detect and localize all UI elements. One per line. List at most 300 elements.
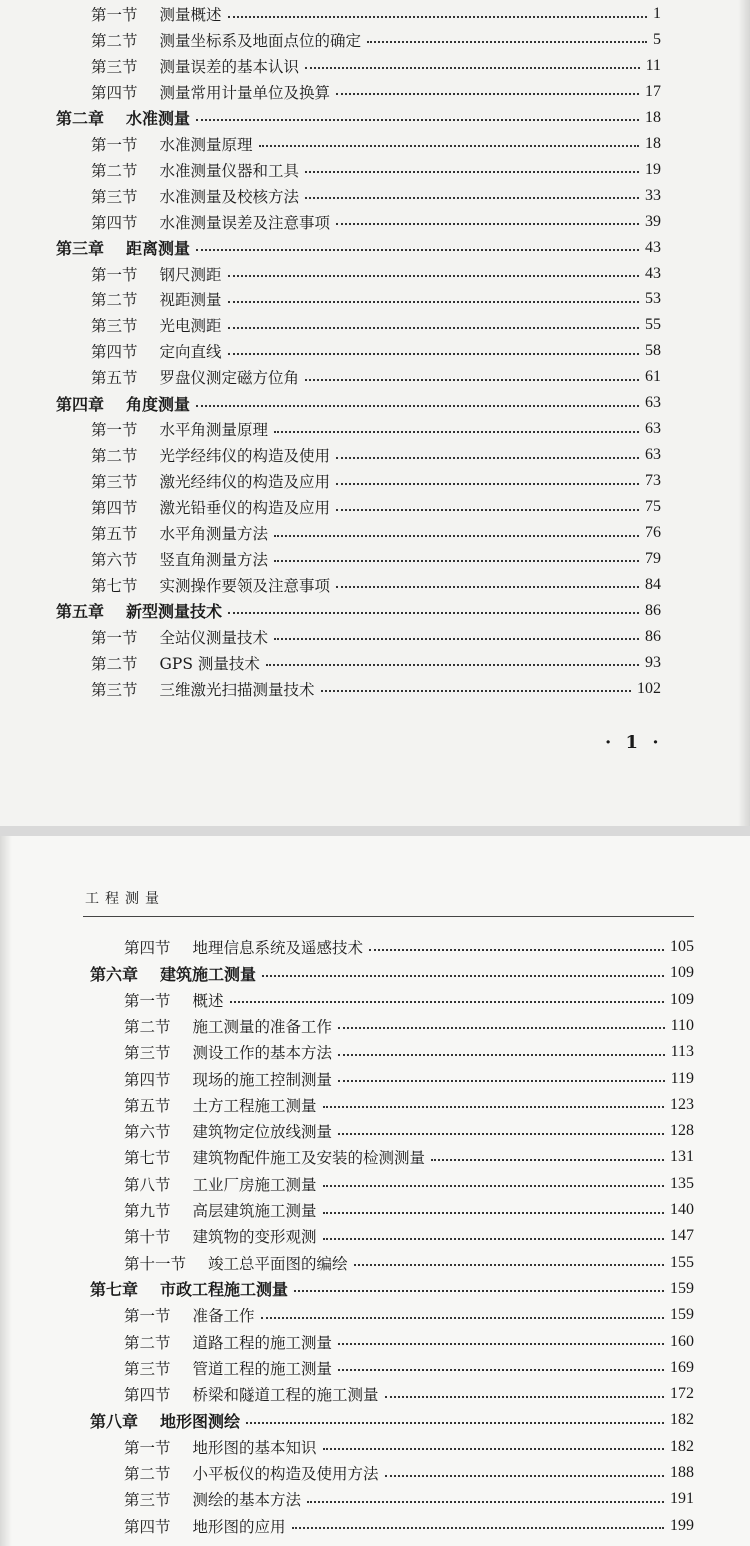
toc-section-entry	[124, 1197, 694, 1223]
section-number: 第三节	[91, 473, 138, 492]
toc-section-entry	[91, 53, 661, 79]
toc-entry-label	[124, 989, 224, 1011]
toc-section-entry	[124, 1329, 694, 1355]
toc-section-entry	[91, 312, 661, 338]
page-number: 75	[645, 498, 661, 516]
toc-entry-label	[91, 340, 222, 362]
toc-section-entry	[124, 1039, 694, 1065]
page-number: 79	[645, 549, 661, 567]
dot-leader	[259, 144, 639, 147]
section-number: 第一节	[91, 628, 138, 647]
toc-entry-label	[124, 1120, 332, 1142]
toc-entry-label	[124, 936, 363, 958]
dot-leader	[338, 1368, 664, 1371]
dot-leader	[321, 689, 631, 692]
entry-title: 水准测量及校核方法	[159, 187, 300, 206]
section-number: 第二节	[91, 291, 138, 310]
page-number: 43	[645, 264, 661, 282]
entry-title: 钢尺测距	[159, 265, 222, 284]
page-number: 18	[645, 108, 661, 126]
section-number: 第八节	[124, 1175, 171, 1194]
page-number: 86	[645, 627, 661, 645]
toc-section-entry	[124, 934, 694, 960]
page-number: 63	[645, 446, 661, 464]
section-number: 第一节	[124, 1307, 171, 1326]
toc-section-entry	[124, 1381, 694, 1407]
entry-title: 测绘的基本方法	[192, 1491, 302, 1510]
page-number: 76	[645, 524, 661, 541]
entry-title: 激光经纬仪的构造及应用	[159, 473, 331, 492]
toc-entry-label	[91, 133, 253, 155]
section-number: 第二节	[124, 1333, 171, 1352]
toc-entry-label	[91, 496, 330, 518]
section-number: 第二节	[124, 1017, 171, 1036]
toc-entry-label	[90, 1409, 240, 1432]
toc-section-entry	[124, 987, 694, 1013]
dot-leader	[336, 92, 639, 95]
page-number: 105	[670, 938, 694, 955]
toc-section-entry	[91, 520, 661, 546]
dot-leader	[196, 248, 639, 251]
entry-title: 现场的施工控制测量	[192, 1070, 333, 1089]
page-number: 182	[670, 1437, 694, 1455]
toc-section-entry	[124, 1355, 694, 1381]
toc-entry-label	[124, 1331, 332, 1353]
toc-section-entry	[91, 261, 661, 287]
page-number: 43	[645, 238, 661, 256]
entry-title: 激光铅垂仪的构造及应用	[159, 499, 331, 518]
toc-chapter-entry	[56, 105, 661, 131]
dot-leader	[228, 326, 639, 329]
dot-leader	[305, 66, 640, 69]
toc-entry-label	[91, 288, 222, 310]
page-number: 61	[645, 368, 661, 386]
dot-leader	[262, 974, 664, 977]
page-number: 58	[645, 342, 661, 360]
entry-title: 道路工程的施工测量	[192, 1333, 333, 1352]
dot-leader	[323, 1237, 664, 1240]
entry-title: 角度测量	[126, 394, 191, 414]
section-number: 第五节	[91, 525, 138, 543]
toc-entry-label	[91, 366, 299, 388]
chapter-number: 第五章	[56, 602, 105, 622]
section-number: 第三节	[91, 317, 138, 336]
chapter-number: 第七章	[90, 1280, 139, 1300]
dot-leader	[274, 430, 639, 433]
toc-chapter-entry	[56, 598, 661, 624]
entry-title: 概述	[192, 991, 224, 1010]
entry-title: 三维激光扫描测量技术	[159, 680, 315, 699]
section-number: 第三节	[124, 1359, 171, 1378]
toc-entry-label	[124, 1173, 317, 1195]
section-number: 第四节	[124, 1386, 171, 1405]
entry-title: 地形图的应用	[192, 1517, 286, 1536]
toc-entry-label	[124, 1225, 317, 1247]
entry-title: 建筑物的变形观测	[192, 1228, 317, 1247]
toc-section-entry	[124, 1434, 694, 1460]
page-number: 182	[670, 1411, 694, 1429]
toc-entry-label	[91, 652, 260, 674]
dot-leader	[196, 404, 639, 407]
dot-leader	[228, 611, 639, 614]
toc-chapter-entry	[56, 235, 661, 261]
section-number: 第五节	[91, 369, 138, 388]
dot-leader	[228, 300, 639, 303]
section-number: 第九节	[124, 1202, 171, 1220]
dot-leader	[431, 1158, 664, 1161]
toc-entry-label	[91, 3, 222, 25]
toc-section-entry	[91, 416, 661, 442]
toc-chapter-entry	[90, 960, 694, 986]
page-number: 188	[670, 1464, 694, 1481]
dot-leader	[338, 1342, 664, 1345]
entry-title: 建筑施工测量	[160, 964, 257, 984]
entry-title: 水平角测量方法	[159, 525, 269, 543]
section-number: 第三节	[91, 187, 138, 206]
toc-section-entry	[91, 286, 661, 312]
toc-entry-label	[91, 522, 268, 544]
page-number: 159	[670, 1279, 694, 1297]
page-number: 199	[670, 1516, 694, 1534]
toc-section-entry	[124, 1250, 694, 1276]
entry-title: 土方工程施工测量	[192, 1096, 317, 1115]
entry-title: 管道工程的施工测量	[192, 1359, 333, 1378]
dot-leader	[228, 352, 639, 355]
dot-leader	[385, 1474, 664, 1477]
entry-title: 光学经纬仪的构造及使用	[159, 447, 331, 466]
toc-page-2	[0, 836, 750, 1546]
toc-entry-label	[124, 1094, 317, 1116]
entry-title: 建筑物配件施工及安装的检测测量	[192, 1149, 426, 1168]
page-edge-shadow	[0, 836, 12, 1546]
page-number: 39	[645, 212, 661, 230]
section-number: 第三节	[91, 680, 138, 699]
dot-leader	[369, 948, 664, 951]
dot-leader	[323, 1105, 664, 1108]
toc-entry-label	[56, 236, 190, 259]
page-edge-shadow	[738, 0, 750, 826]
toc-section-entry	[124, 1066, 694, 1092]
page-number: 5	[653, 30, 661, 48]
toc-entry-label	[124, 1015, 332, 1037]
dot-leader	[266, 663, 639, 666]
toc-section-entry	[91, 442, 661, 468]
toc-entry-label	[124, 1199, 317, 1221]
dot-leader	[336, 482, 639, 485]
entry-title: 测量误差的基本认识	[159, 57, 300, 76]
dot-leader	[323, 1447, 664, 1450]
section-number: 第三节	[91, 57, 138, 76]
running-head: 工程测量	[85, 891, 165, 907]
entry-title: 定向直线	[159, 343, 222, 362]
page-number: 191	[670, 1490, 694, 1508]
page-number: 169	[670, 1358, 694, 1376]
section-number: 第六节	[91, 550, 138, 569]
entry-title: 罗盘仪测定磁方位角	[159, 369, 300, 388]
toc-section-entry	[91, 572, 661, 598]
toc-entry-label	[124, 1041, 332, 1063]
toc-entry-label	[91, 548, 268, 570]
section-number: 第一节	[91, 6, 138, 24]
dot-leader	[196, 118, 639, 121]
dot-leader	[385, 1395, 664, 1398]
entry-title: 视距测量	[159, 291, 222, 310]
page-number: 55	[645, 316, 661, 334]
toc-entry-label	[91, 314, 222, 336]
header-rule	[83, 916, 694, 917]
toc-section-entry	[91, 1, 661, 27]
entry-title: 光电测距	[159, 317, 222, 336]
section-number: 第一节	[91, 421, 138, 440]
page-number: 17	[645, 82, 661, 100]
section-number: 第二节	[124, 1465, 171, 1483]
page-number: 19	[645, 160, 661, 178]
entry-title: GPS 测量技术	[159, 654, 260, 673]
dot-leader	[338, 1053, 665, 1056]
entry-title: 竣工总平面图的编绘	[208, 1254, 348, 1273]
toc-entry-label	[91, 678, 315, 700]
toc-entry-label	[124, 1462, 379, 1484]
entry-title: 地形图测绘	[160, 1411, 241, 1431]
toc-section-entry	[91, 676, 661, 702]
toc-section-entry	[124, 1486, 694, 1512]
dot-leader	[323, 1184, 664, 1187]
section-number: 第四节	[124, 939, 171, 957]
page-number: 147	[670, 1227, 694, 1245]
toc-section-entry	[91, 157, 661, 183]
toc-section-entry	[91, 338, 661, 364]
dot-leader	[367, 40, 647, 43]
toc-section-entry	[91, 624, 661, 650]
page-number: 109	[670, 990, 694, 1008]
page-number: 159	[670, 1306, 694, 1324]
page-number: 135	[670, 1174, 694, 1192]
page-number: 113	[670, 1043, 694, 1061]
dot-leader	[336, 508, 639, 511]
toc-entry-label	[124, 1146, 425, 1168]
section-number: 第二节	[91, 161, 138, 180]
section-number: 第四节	[124, 1070, 171, 1089]
dot-leader	[261, 1316, 664, 1319]
page-number: 110	[670, 1016, 694, 1034]
toc-entry-label	[90, 1277, 288, 1300]
chapter-number: 第二章	[56, 109, 105, 129]
dot-leader	[305, 196, 639, 199]
section-number: 第三节	[124, 1491, 171, 1510]
page-number: 93	[645, 653, 661, 671]
toc-entry-label	[124, 1357, 332, 1379]
toc-section-entry	[124, 1118, 694, 1144]
page-number: 140	[670, 1201, 694, 1218]
toc-section-entry	[91, 209, 661, 235]
toc-entry-label	[91, 574, 330, 596]
dot-leader	[228, 274, 639, 277]
entry-title: 全站仪测量技术	[159, 628, 269, 647]
entry-title: 建筑物定位放线测量	[192, 1123, 333, 1142]
section-number: 第四节	[91, 499, 138, 518]
page-number: 18	[645, 134, 661, 152]
toc-section-entry	[91, 79, 661, 105]
section-number: 第二节	[91, 654, 138, 673]
section-number: 第四节	[91, 83, 138, 102]
dot-leader	[230, 1000, 664, 1003]
toc-entry-label	[124, 1515, 286, 1537]
entry-title: 实测操作要领及注意事项	[159, 576, 331, 595]
toc-chapter-entry	[90, 1276, 694, 1302]
entry-title: 测量坐标系及地面点位的确定	[159, 31, 362, 50]
toc-entry-label	[91, 418, 268, 440]
dot-leader	[338, 1026, 665, 1029]
toc-entry-label	[56, 392, 190, 415]
page-number: 155	[670, 1253, 694, 1271]
section-number: 第一节	[91, 135, 138, 154]
page-number: 119	[670, 1069, 694, 1087]
dot-leader	[246, 1421, 664, 1424]
page-number: 86	[645, 601, 661, 619]
page-number: 102	[637, 679, 661, 697]
entry-title: 小平板仪的构造及使用方法	[192, 1465, 379, 1483]
toc-entry-label	[90, 962, 256, 985]
entry-title: 地形图的基本知识	[192, 1438, 317, 1457]
toc-section-entry	[124, 1092, 694, 1118]
toc-section-entry	[91, 27, 661, 53]
toc-entry-label	[124, 1068, 332, 1090]
entry-title: 水准测量误差及注意事项	[159, 213, 331, 232]
toc-chapter-entry	[56, 390, 661, 416]
toc-entry-label	[91, 626, 268, 648]
entry-title: 市政工程施工测量	[160, 1280, 289, 1300]
toc-section-entry	[124, 1013, 694, 1039]
entry-title: 水准测量原理	[159, 135, 253, 154]
entry-title: 地理信息系统及遥感技术	[192, 939, 364, 957]
dot-leader	[294, 1289, 664, 1292]
chapter-number: 第三章	[56, 239, 105, 259]
toc-chapter-entry	[90, 1407, 694, 1433]
dot-leader	[338, 1079, 665, 1082]
toc-entry-label	[91, 211, 330, 233]
entry-title: 工业厂房施工测量	[192, 1175, 317, 1194]
toc-entry-label	[124, 1304, 255, 1326]
toc-entry-label	[91, 29, 361, 51]
toc-section-entry	[91, 546, 661, 572]
toc-entry-label	[56, 599, 222, 622]
toc-entry-label	[91, 55, 299, 77]
entry-title: 新型测量技术	[126, 602, 223, 622]
dot-leader	[336, 222, 639, 225]
section-number: 第十一节	[124, 1254, 187, 1273]
entry-title: 水准测量	[126, 109, 191, 129]
page-folio: · 1 ·	[605, 732, 663, 753]
entry-title: 测设工作的基本方法	[192, 1044, 333, 1063]
page-number: 160	[670, 1332, 694, 1350]
page-number: 84	[645, 575, 661, 593]
page-number: 33	[645, 186, 661, 204]
toc-entry-label	[124, 1436, 317, 1458]
section-number: 第二节	[91, 31, 138, 50]
entry-title: 测量常用计量单位及换算	[159, 83, 331, 102]
page-number: 63	[645, 394, 661, 412]
section-number: 第七节	[91, 576, 138, 595]
dot-leader	[307, 1500, 664, 1503]
page-number: 63	[645, 420, 661, 438]
dot-leader	[274, 559, 639, 562]
dot-leader	[305, 378, 639, 381]
dot-leader	[338, 1132, 664, 1135]
toc-entry-label	[124, 1252, 348, 1274]
dot-leader	[336, 456, 639, 459]
dot-leader	[305, 170, 639, 173]
page-number: 11	[645, 56, 661, 74]
page-number: 128	[670, 1122, 694, 1140]
dot-leader	[274, 637, 639, 640]
toc-section-entry	[91, 131, 661, 157]
entry-title: 测量概述	[159, 6, 222, 24]
section-number: 第二节	[91, 447, 138, 466]
section-number: 第六节	[124, 1123, 171, 1142]
section-number: 第四节	[91, 343, 138, 362]
section-number: 第七节	[124, 1149, 171, 1168]
toc-section-entry	[124, 1302, 694, 1328]
dot-leader	[323, 1211, 664, 1214]
toc-entry-label	[91, 444, 330, 466]
page-number: 172	[670, 1385, 694, 1403]
toc-section-entry	[124, 1171, 694, 1197]
section-number: 第三节	[124, 1044, 171, 1063]
page-number: 53	[645, 290, 661, 308]
dot-leader	[336, 585, 639, 588]
toc-section-entry	[124, 1223, 694, 1249]
section-number: 第四节	[124, 1517, 171, 1536]
page-number: 109	[670, 964, 694, 982]
toc-section-entry	[91, 468, 661, 494]
toc-section-entry	[124, 1513, 694, 1539]
entry-title: 水平角测量原理	[159, 421, 269, 440]
toc-section-entry	[124, 1460, 694, 1486]
toc-entry-label	[56, 106, 190, 129]
dot-leader	[228, 15, 647, 18]
page-number: 131	[670, 1148, 694, 1166]
page-number: 73	[645, 472, 661, 490]
toc-entry-label	[91, 470, 330, 492]
entry-title: 距离测量	[126, 239, 191, 259]
section-number: 第十节	[124, 1228, 171, 1247]
toc-section-entry	[124, 1144, 694, 1170]
section-number: 第五节	[124, 1096, 171, 1115]
section-number: 第四节	[91, 213, 138, 232]
section-number: 第一节	[91, 265, 138, 284]
dot-leader	[354, 1263, 664, 1266]
entry-title: 水准测量仪器和工具	[159, 161, 300, 180]
section-number: 第一节	[124, 1438, 171, 1457]
entry-title: 施工测量的准备工作	[192, 1017, 333, 1036]
entry-title: 准备工作	[192, 1307, 255, 1326]
toc-entry-label	[124, 1383, 379, 1405]
toc-entry-label	[91, 263, 222, 285]
entry-title: 桥梁和隧道工程的施工测量	[192, 1386, 379, 1405]
page-number: 123	[670, 1095, 694, 1113]
toc-entry-label	[91, 185, 299, 207]
dot-leader	[274, 534, 639, 537]
toc-section-entry	[91, 650, 661, 676]
toc-entry-label	[91, 81, 330, 103]
entry-title: 高层建筑施工测量	[192, 1202, 317, 1220]
toc-section-entry	[91, 183, 661, 209]
dot-leader	[292, 1526, 664, 1529]
entry-title: 竖直角测量方法	[159, 550, 269, 569]
chapter-number: 第六章	[90, 964, 139, 984]
toc-entry-label	[91, 159, 299, 181]
toc-entry-label	[124, 1488, 301, 1510]
